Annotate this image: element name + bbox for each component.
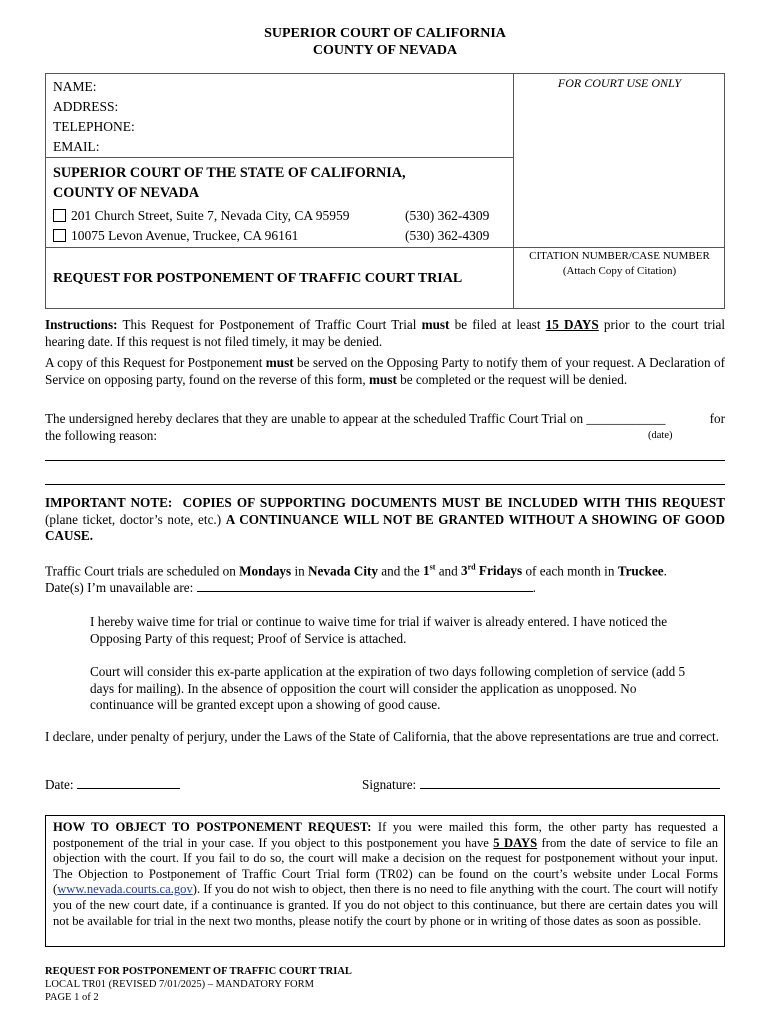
court-use-only: FOR COURT USE ONLY [557, 76, 682, 90]
telephone-label: TELEPHONE: [53, 119, 135, 134]
truckee-phone: (530) 362-4309 [405, 228, 490, 243]
date-field-row: Date: [45, 776, 180, 794]
object-text: HOW TO OBJECT TO POSTPONEMENT REQUEST: If you were mailed this form, the other party has requested a postponement of the trial in your case. If you object to this postponement you have 5 DAYS from the date of service to file an objection with the court. If you fail to do so, the court will make a decision on the request for postponement without your input. The Objection to Postponement of Traffic Court Trial form (TR02) can be found on the court’s website under Local Forms (www.nevada.courts.ca.gov). If you do not wish to object, then there is no need to file anything with the court. The court will notify you of the new court date, if a continuance is granted. If you do not object to this continuance, but there are certain dates you will not be available for trial in the next two months, please notify the court by phone or in writing of those dates as soon as possible. [53, 820, 718, 928]
signature-field-row: Signature: [362, 776, 720, 794]
name-label: NAME: [53, 79, 97, 94]
consider-paragraph: Court will consider this ex-parte application at the expiration of two days following completion of service (add 5 days for mailing). In the absence of opposition the court will consider the application as unopposed. No continuance will be granted except upon a showing of good cause. [90, 664, 686, 712]
court-header-line1: SUPERIOR COURT OF CALIFORNIA [264, 26, 506, 41]
schedule-line: Traffic Court trials are scheduled on Mondays in Nevada City and the 1st and 3rd Fridays of each month in Truckee. [45, 563, 667, 579]
reason-label: the following reason: [45, 428, 158, 443]
form-title: REQUEST FOR POSTPONEMENT OF TRAFFIC COURT TRIAL [53, 271, 463, 286]
truckee-checkbox[interactable] [53, 229, 66, 242]
unavailable-line: Date(s) I’m unavailable are: . [45, 580, 536, 595]
signature-field[interactable] [420, 776, 720, 789]
location-truckee [53, 226, 298, 246]
reason-line-2[interactable] [45, 484, 725, 485]
trial-date-blank[interactable]: ____________ [586, 411, 666, 426]
court-header-line2: COUNTY OF NEVADA [312, 43, 458, 58]
footer-form-id: LOCAL TR01 (REVISED 7/01/2025) – MANDATORY FORM [45, 979, 314, 990]
perjury-paragraph: I declare, under penalty of perjury, under the Laws of the State of California, that the above representations are true and correct. [45, 729, 719, 744]
court-name-line1: SUPERIOR COURT OF THE STATE OF CALIFORNIA, [53, 165, 406, 181]
unavailable-dates-field[interactable] [197, 579, 533, 592]
court-website-link[interactable]: www.nevada.courts.ca.gov [57, 882, 193, 897]
footer-title: REQUEST FOR POSTPONEMENT OF TRAFFIC COURT TRIAL [45, 966, 352, 977]
declare-paragraph: The undersigned hereby declares that they are unable to appear at the scheduled Traffic Court Trial on ____________ for [45, 411, 725, 426]
waive-paragraph: I hereby waive time for trial or continue to waive time for trial if waiver is already entered. I have noticed the Opposing Party of this request; Proof of Service is attached. [90, 614, 668, 646]
citation-label: CITATION NUMBER/CASE NUMBER [529, 250, 710, 262]
footer-page: PAGE 1 of 2 [45, 992, 99, 1003]
address-label: ADDRESS: [53, 99, 119, 114]
instructions: Instructions: This Request for Postponement of Traffic Court Trial must be filed at least 15 DAYS prior to the court trial hearing date. If this request is not filed timely, it may be denied. [45, 317, 725, 349]
reason-line-1[interactable] [45, 460, 725, 461]
citation-sub: (Attach Copy of Citation) [562, 265, 677, 277]
nevada-city-checkbox[interactable] [53, 209, 66, 222]
location-nevada-city [53, 206, 349, 226]
truckee-address: 10075 Levon Avenue, Truckee, CA 96161 [71, 228, 299, 243]
nevada-city-address: 201 Church Street, Suite 7, Nevada City, CA 95959 [71, 208, 350, 223]
copy-paragraph: A copy of this Request for Postponement must be served on the Opposing Party to notify them of your request. A Declaration of Service on opposing party, found on the reverse of this form, must be completed or the request will be denied. [45, 355, 726, 387]
important-note: IMPORTANT NOTE: COPIES OF SUPPORTING DOCUMENTS MUST BE INCLUDED WITH THIS REQUEST (plane ticket, doctor’s note, etc.) A CONTINUANCE WILL NOT BE GRANTED WITHOUT A SHOWING OF GOOD CAUSE. [45, 495, 726, 543]
date-hint: (date) [648, 430, 673, 441]
email-label: EMAIL: [53, 139, 100, 154]
court-name-line2: COUNTY OF NEVADA [53, 185, 200, 201]
date-field[interactable] [77, 776, 180, 789]
nevada-city-phone: (530) 362-4309 [405, 208, 490, 223]
